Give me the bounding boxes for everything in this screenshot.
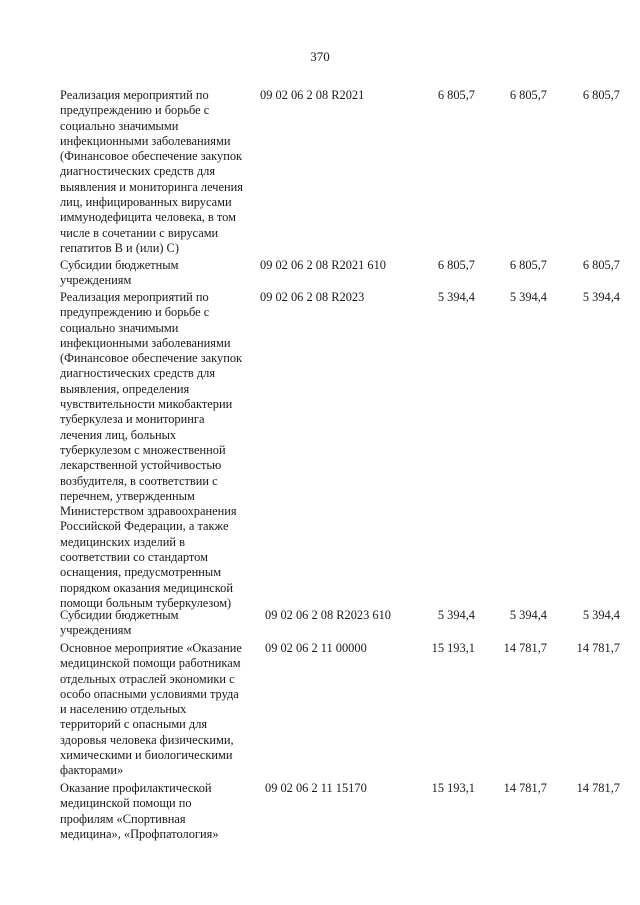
- row-description: Основное мероприятие «Оказание медицинской помощи работникам отдельных отраслей экономики с особо опасными условиями труда и населению отдельных территорий с опасными для здоровья человека физическими, химическими и биологическими факторами»: [60, 641, 242, 778]
- row-value-3: 6 805,7: [582, 88, 620, 102]
- row-value-1: 15 193,1: [431, 641, 475, 655]
- row-value-3: 6 805,7: [582, 258, 620, 272]
- row-description: Субсидии бюджетным учреждениям: [60, 608, 179, 638]
- row-value-1: 6 805,7: [437, 88, 475, 102]
- row-classification-code: 09 02 06 2 08 R2023: [260, 290, 365, 304]
- row-value-3: 5 394,4: [582, 608, 620, 622]
- row-value-2: 5 394,4: [509, 290, 547, 304]
- row-value-2: 14 781,7: [503, 641, 547, 655]
- row-classification-code: 09 02 06 2 08 R2023 610: [265, 608, 391, 622]
- row-description: Реализация мероприятий по предупреждению и борьбе с социально значимыми инфекционными заболеваниями (Финансовое обеспечение закупок диагностических средств для выявления и мониторинга лечения лиц, инфицированных вирусами иммунодефицита человека, в том числе в сочетании с вирусами гепатитов В и (или) С): [60, 88, 243, 255]
- row-value-3: 5 394,4: [582, 290, 620, 304]
- row-classification-code: 09 02 06 2 08 R2021 610: [260, 258, 386, 272]
- row-classification-code: 09 02 06 2 11 00000: [265, 641, 367, 655]
- row-classification-code: 09 02 06 2 11 15170: [265, 781, 367, 795]
- row-value-1: 5 394,4: [437, 290, 475, 304]
- row-value-2: 6 805,7: [509, 88, 547, 102]
- row-value-2: 6 805,7: [509, 258, 547, 272]
- row-description: Реализация мероприятий по предупреждению и борьбе с социально значимыми инфекционными заболеваниями (Финансовое обеспечение закупок диагностических средств для выявления, определения чувствительности микобактерии туберкулеза и мониторинга лечения лиц, больных туберкулезом с множественной лекарственной устойчивостью возбудителя, в соответствии с перечнем, утвержденным Министерством здравоохранения Российской Федерации, а также медицинских изделий в соответствии со стандартом оснащения, предусмотренным порядком оказания медицинской помощи больным туберкулезом): [60, 290, 243, 610]
- page-number: 370: [310, 49, 330, 64]
- row-value-2: 14 781,7: [503, 781, 547, 795]
- row-value-3: 14 781,7: [576, 781, 620, 795]
- row-description: Субсидии бюджетным учреждениям: [60, 258, 179, 288]
- row-value-2: 5 394,4: [509, 608, 547, 622]
- row-value-3: 14 781,7: [576, 641, 620, 655]
- row-value-1: 6 805,7: [437, 258, 475, 272]
- row-value-1: 15 193,1: [431, 781, 475, 795]
- row-value-1: 5 394,4: [437, 608, 475, 622]
- row-classification-code: 09 02 06 2 08 R2021: [260, 88, 365, 102]
- row-description: Оказание профилактической медицинской помощи по профилям «Спортивная медицина», «Профпатология»: [60, 781, 219, 841]
